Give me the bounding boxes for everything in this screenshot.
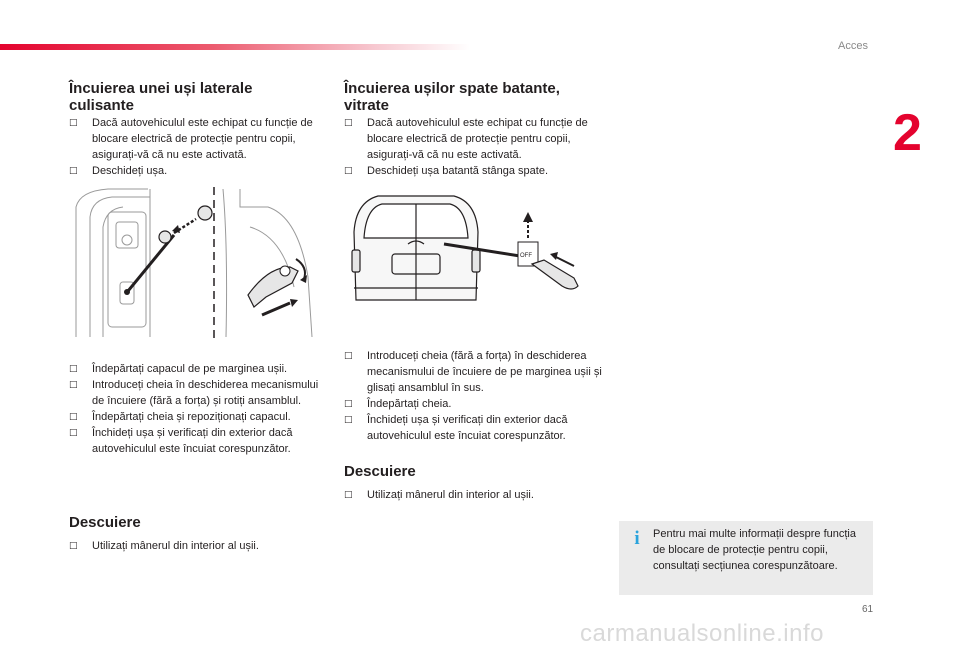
square-bullet-icon: □ [344,118,353,128]
list-item: □ Introduceți cheia (fără a forța) în deschiderea mecanismului de încuiere de pe marginea ușii și glisați ansamblul în sus. [344,350,602,394]
right-title: Încuierea ușilor spate batante, vitrate [344,80,560,114]
list-item: □ Utilizați mânerul din interior al ușii. [344,489,534,501]
rear-doors-lock-illustration [348,192,588,304]
square-bullet-icon: □ [69,364,78,374]
list-item: □ Închideți ușa și verificați din exterior dacă autovehiculul este încuiat corespunzător. [344,414,568,442]
info-box [619,521,873,595]
list-item: □ Utilizați mânerul din interior al ușii. [69,540,259,552]
square-bullet-icon: □ [344,415,353,425]
square-bullet-icon: □ [344,490,353,500]
left-unlock-title: Descuiere [69,514,141,531]
chapter-number: 2 [893,104,922,162]
left-unlock-list [69,538,321,554]
info-text: Pentru mai multe informații despre funcția de blocare de protecție pentru copii, consultați secțiunea corespunzătoare. [653,528,856,572]
left-title: Încuierea unei uși laterale culisante [69,80,253,114]
list-item: □ Deschideți ușa batantă stânga spate. [344,165,549,177]
square-bullet-icon: □ [69,118,78,128]
page-number: 61 [862,604,874,615]
square-bullet-icon: □ [344,399,353,409]
list-item: □ Închideți ușa și verificați din exterior dacă autovehiculul este încuiat corespunzător. [69,427,293,455]
left-intro-list [69,115,321,179]
list-item: □ Îndepărtați cheia. [344,398,452,410]
list-item: □ Dacă autovehiculul este echipat cu funcție de blocare electrică de protecție pentru copii, asigurați-vă că nu este activată. [69,117,313,161]
right-unlock-list [344,487,604,503]
square-bullet-icon: □ [69,541,78,551]
watermark: carmanualsonline.info [580,620,824,647]
square-bullet-icon: □ [69,428,78,438]
list-item: □ Introduceți cheia în deschiderea mecanismului de încuiere (fără a forța) și rotiți ansamblul. [69,379,319,407]
sliding-door-lock-illustration [68,187,323,341]
info-icon: i [634,528,640,549]
square-bullet-icon: □ [69,166,78,176]
list-item: □ Îndepărtați capacul de pe marginea ușii. [69,363,288,375]
list-item: □ Dacă autovehiculul este echipat cu funcție de blocare electrică de protecție pentru copii, asigurați-vă că nu este activată. [344,117,588,161]
left-steps-list [69,361,321,457]
section-title: Acces [838,40,868,52]
square-bullet-icon: □ [344,351,353,361]
right-intro-list [344,115,604,179]
off-label: OFF [520,253,532,259]
square-bullet-icon: □ [69,412,78,422]
list-item: □ Deschideți ușa. [69,165,168,177]
right-steps-list [344,348,604,444]
square-bullet-icon: □ [344,166,353,176]
right-unlock-title: Descuiere [344,463,416,480]
header-accent-bar [0,44,470,50]
square-bullet-icon: □ [69,380,78,390]
list-item: □ Îndepărtați cheia și repoziționați capacul. [69,411,291,423]
